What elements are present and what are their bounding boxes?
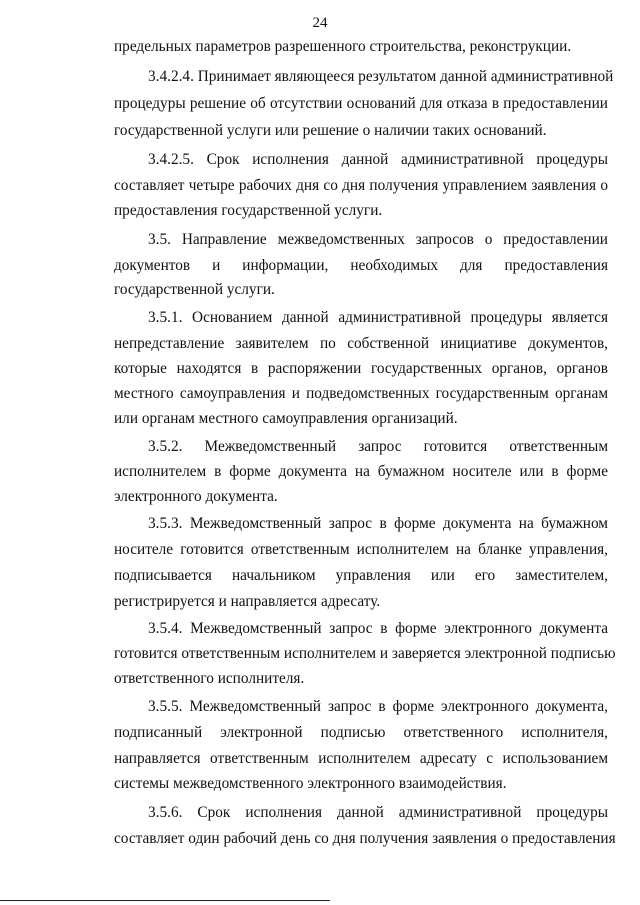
- text-line: электронного документа.: [114, 488, 278, 505]
- paragraph-first-line: 3.5.3. Межведомственный запрос в форме документа на бумажном: [148, 515, 608, 532]
- text-line: готовится ответственным исполнителем и заверяется электронной подписью: [114, 645, 616, 662]
- text-line: которые находятся в распоряжении государственных органов, органов: [114, 360, 608, 377]
- text-line: или органам местного самоуправления организаций.: [114, 410, 458, 427]
- paragraph-first-line: 3.4.2.5. Срок исполнения данной административной процедуры: [148, 151, 608, 168]
- paragraph-first-line: 3.4.2.4. Принимает являющееся результатом данной административной: [148, 68, 614, 85]
- text-line: исполнителем в форме документа на бумажном носителе или в форме: [114, 463, 608, 480]
- text-line: государственной услуги или решение о наличии таких оснований.: [114, 122, 547, 139]
- text-line: направляется ответственным исполнителем адресату с использованием: [114, 750, 608, 767]
- text-line: предоставления государственной услуги.: [114, 202, 383, 219]
- text-line: государственной услуги.: [114, 281, 275, 298]
- text-line: составляет четыре рабочих дня со дня получения управлением заявления о: [114, 177, 608, 194]
- paragraph-first-line: 3.5.4. Межведомственный запрос в форме электронного документа: [148, 620, 608, 637]
- text-line: носителе готовится ответственным исполнителем на бланке управления,: [114, 541, 608, 558]
- text-line: предельных параметров разрешенного строительства, реконструкции.: [114, 38, 572, 55]
- footer-rule: [0, 900, 330, 901]
- text-line: процедуры решение об отсутствии оснований для отказа в предоставлении: [114, 95, 608, 112]
- text-line: системы межведомственного электронного взаимодействия.: [114, 775, 507, 792]
- text-line: местного самоуправления и подведомственных государственным органам: [114, 385, 608, 402]
- text-line: документов и информации, необходимых для предоставления: [114, 257, 608, 274]
- paragraph-first-line: 3.5.5. Межведомственный запрос в форме электронного документа,: [148, 698, 608, 715]
- text-line: составляет один рабочий день со дня получения заявления о предоставления: [114, 830, 616, 847]
- text-line: непредставление заявителем по собственной инициативе документов,: [114, 335, 608, 352]
- text-line: подписывается начальником управления или его заместителем,: [114, 567, 608, 584]
- paragraph-first-line: 3.5. Направление межведомственных запросов о предоставлении: [148, 231, 608, 248]
- paragraph-first-line: 3.5.6. Срок исполнения данной административной процедуры: [148, 804, 608, 821]
- text-line: подписанный электронной подписью ответственного исполнителя,: [114, 724, 608, 741]
- text-line: регистрируется и направляется адресату.: [114, 593, 381, 610]
- page-number: 24: [312, 15, 328, 31]
- text-line: ответственного исполнителя.: [114, 670, 305, 687]
- paragraph-first-line: 3.5.1. Основанием данной административной процедуры является: [148, 309, 608, 326]
- paragraph-first-line: 3.5.2. Межведомственный запрос готовится ответственным: [148, 438, 608, 455]
